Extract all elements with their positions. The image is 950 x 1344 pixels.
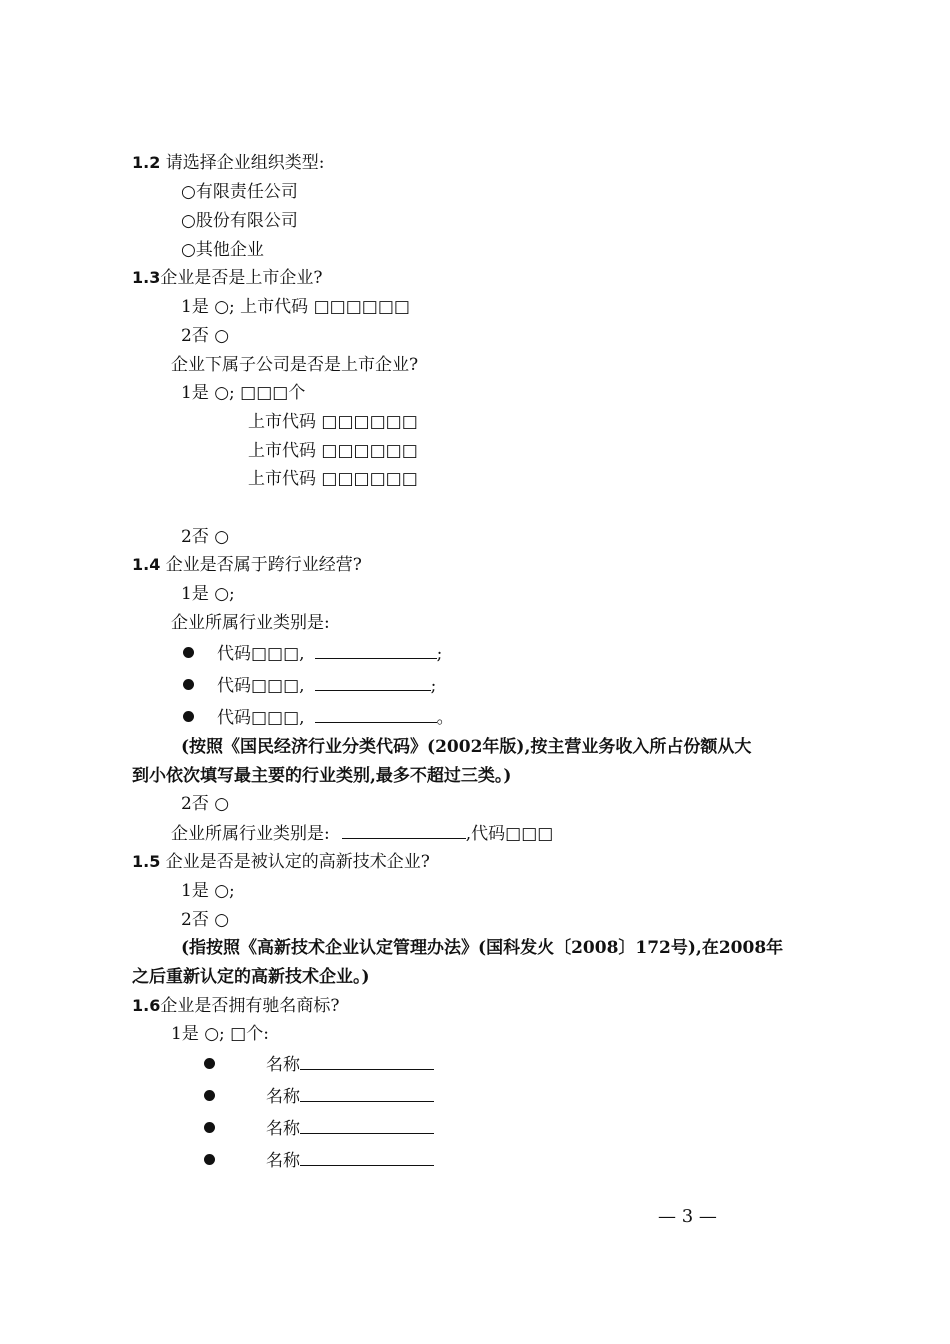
- q15-question: 企业是否是被认定的高新技术企业?: [165, 852, 430, 872]
- q14-code-end: 。: [436, 708, 454, 728]
- q12-question: 请选择企业组织类型:: [165, 153, 325, 173]
- page-number: — 3 —: [658, 1206, 717, 1227]
- q14-code-row-1[interactable]: [217, 642, 442, 665]
- q15-yes-option[interactable]: 1是 ○;: [181, 881, 235, 901]
- q13-sub-code-3[interactable]: 上市代码 □□□□□□: [248, 469, 418, 489]
- q14-code-blank[interactable]: [315, 706, 437, 723]
- q13-no-option[interactable]: 2否 ○: [181, 326, 230, 346]
- q16-name-row-4[interactable]: [266, 1149, 434, 1172]
- q13-number: 1.3: [132, 268, 161, 287]
- q15-line: [132, 851, 430, 873]
- q14-code-label: 代码□□□,: [217, 708, 305, 728]
- q13-yes-option[interactable]: 1是 ○; 上市代码 □□□□□□: [181, 297, 410, 317]
- q16-question: 企业是否拥有驰名商标?: [160, 996, 340, 1016]
- q14-code-row-3[interactable]: [217, 706, 454, 729]
- q12-option-2[interactable]: ○股份有限公司: [181, 211, 298, 231]
- q13-sub-code-2[interactable]: 上市代码 □□□□□□: [248, 441, 418, 461]
- q14-no-option[interactable]: 2否 ○: [181, 794, 230, 814]
- q14-note-line-1: (按照《国民经济行业分类代码》(2002年版),按主营业务收入所占份额从大: [181, 737, 752, 757]
- q16-name-row-2[interactable]: [266, 1085, 434, 1108]
- q16-yes-option[interactable]: 1是 ○; □个:: [171, 1024, 269, 1044]
- bullet-icon: [204, 1090, 215, 1101]
- q14-category-label: 企业所属行业类别是:: [171, 613, 330, 633]
- q14-question: 企业是否属于跨行业经营?: [165, 555, 362, 575]
- q16-name-label: 名称: [266, 1055, 300, 1075]
- q15-no-option[interactable]: 2否 ○: [181, 910, 230, 930]
- q12-option-3[interactable]: ○其他企业: [181, 240, 264, 260]
- q14-no-category-row[interactable]: [171, 822, 553, 845]
- q16-name-blank[interactable]: [300, 1149, 434, 1166]
- q14-note-line-2: 到小依次填写最主要的行业类别,最多不超过三类。): [132, 766, 512, 786]
- bullet-icon: [204, 1058, 215, 1069]
- bullet-icon: [183, 711, 194, 722]
- q14-code-blank[interactable]: [315, 642, 437, 659]
- q16-name-label: 名称: [266, 1151, 300, 1171]
- bullet-icon: [183, 679, 194, 690]
- q14-no-category-blank[interactable]: [342, 822, 466, 839]
- q15-number: 1.5: [132, 852, 161, 871]
- q14-code-blank[interactable]: [315, 674, 431, 691]
- bullet-icon: [183, 647, 194, 658]
- q12-number: 1.2: [132, 153, 161, 172]
- q14-code-end: ;: [436, 644, 443, 664]
- q14-code-end: ;: [430, 676, 437, 696]
- q14-code-label: 代码□□□,: [217, 676, 305, 696]
- q13-sub-code-1[interactable]: 上市代码 □□□□□□: [248, 412, 418, 432]
- q16-name-label: 名称: [266, 1087, 300, 1107]
- q13-line: [132, 267, 322, 289]
- bullet-icon: [204, 1154, 215, 1165]
- q15-note-line-2: 之后重新认定的高新技术企业。): [132, 967, 370, 987]
- q13-sub-question: 企业下属子公司是否是上市企业?: [171, 355, 419, 375]
- q16-name-row-1[interactable]: [266, 1053, 434, 1076]
- q13-sub-no-option[interactable]: 2否 ○: [181, 527, 230, 547]
- q14-no-category-label: 企业所属行业类别是:: [171, 824, 330, 844]
- q14-number: 1.4: [132, 555, 161, 574]
- q14-code-row-2[interactable]: [217, 674, 436, 697]
- q16-name-blank[interactable]: [300, 1085, 434, 1102]
- q14-code-label: 代码□□□,: [217, 644, 305, 664]
- q15-note-line-1: (指按照《高新技术企业认定管理办法》(国科发火〔2008〕172号),在2008年: [181, 938, 784, 958]
- q16-name-label: 名称: [266, 1119, 300, 1139]
- q14-line: [132, 554, 362, 576]
- q16-name-row-3[interactable]: [266, 1117, 434, 1140]
- q12-option-1[interactable]: ○有限责任公司: [181, 182, 298, 202]
- q14-no-category-code: ,代码□□□: [465, 824, 554, 844]
- q12-line: [132, 152, 324, 174]
- q13-sub-yes-option[interactable]: 1是 ○; □□□个: [181, 383, 306, 403]
- q16-line: [132, 995, 339, 1017]
- bullet-icon: [204, 1122, 215, 1133]
- q14-yes-option[interactable]: 1是 ○;: [181, 584, 235, 604]
- q16-name-blank[interactable]: [300, 1053, 434, 1070]
- q13-question: 企业是否是上市企业?: [160, 268, 323, 288]
- q16-number: 1.6: [132, 996, 161, 1015]
- q16-name-blank[interactable]: [300, 1117, 434, 1134]
